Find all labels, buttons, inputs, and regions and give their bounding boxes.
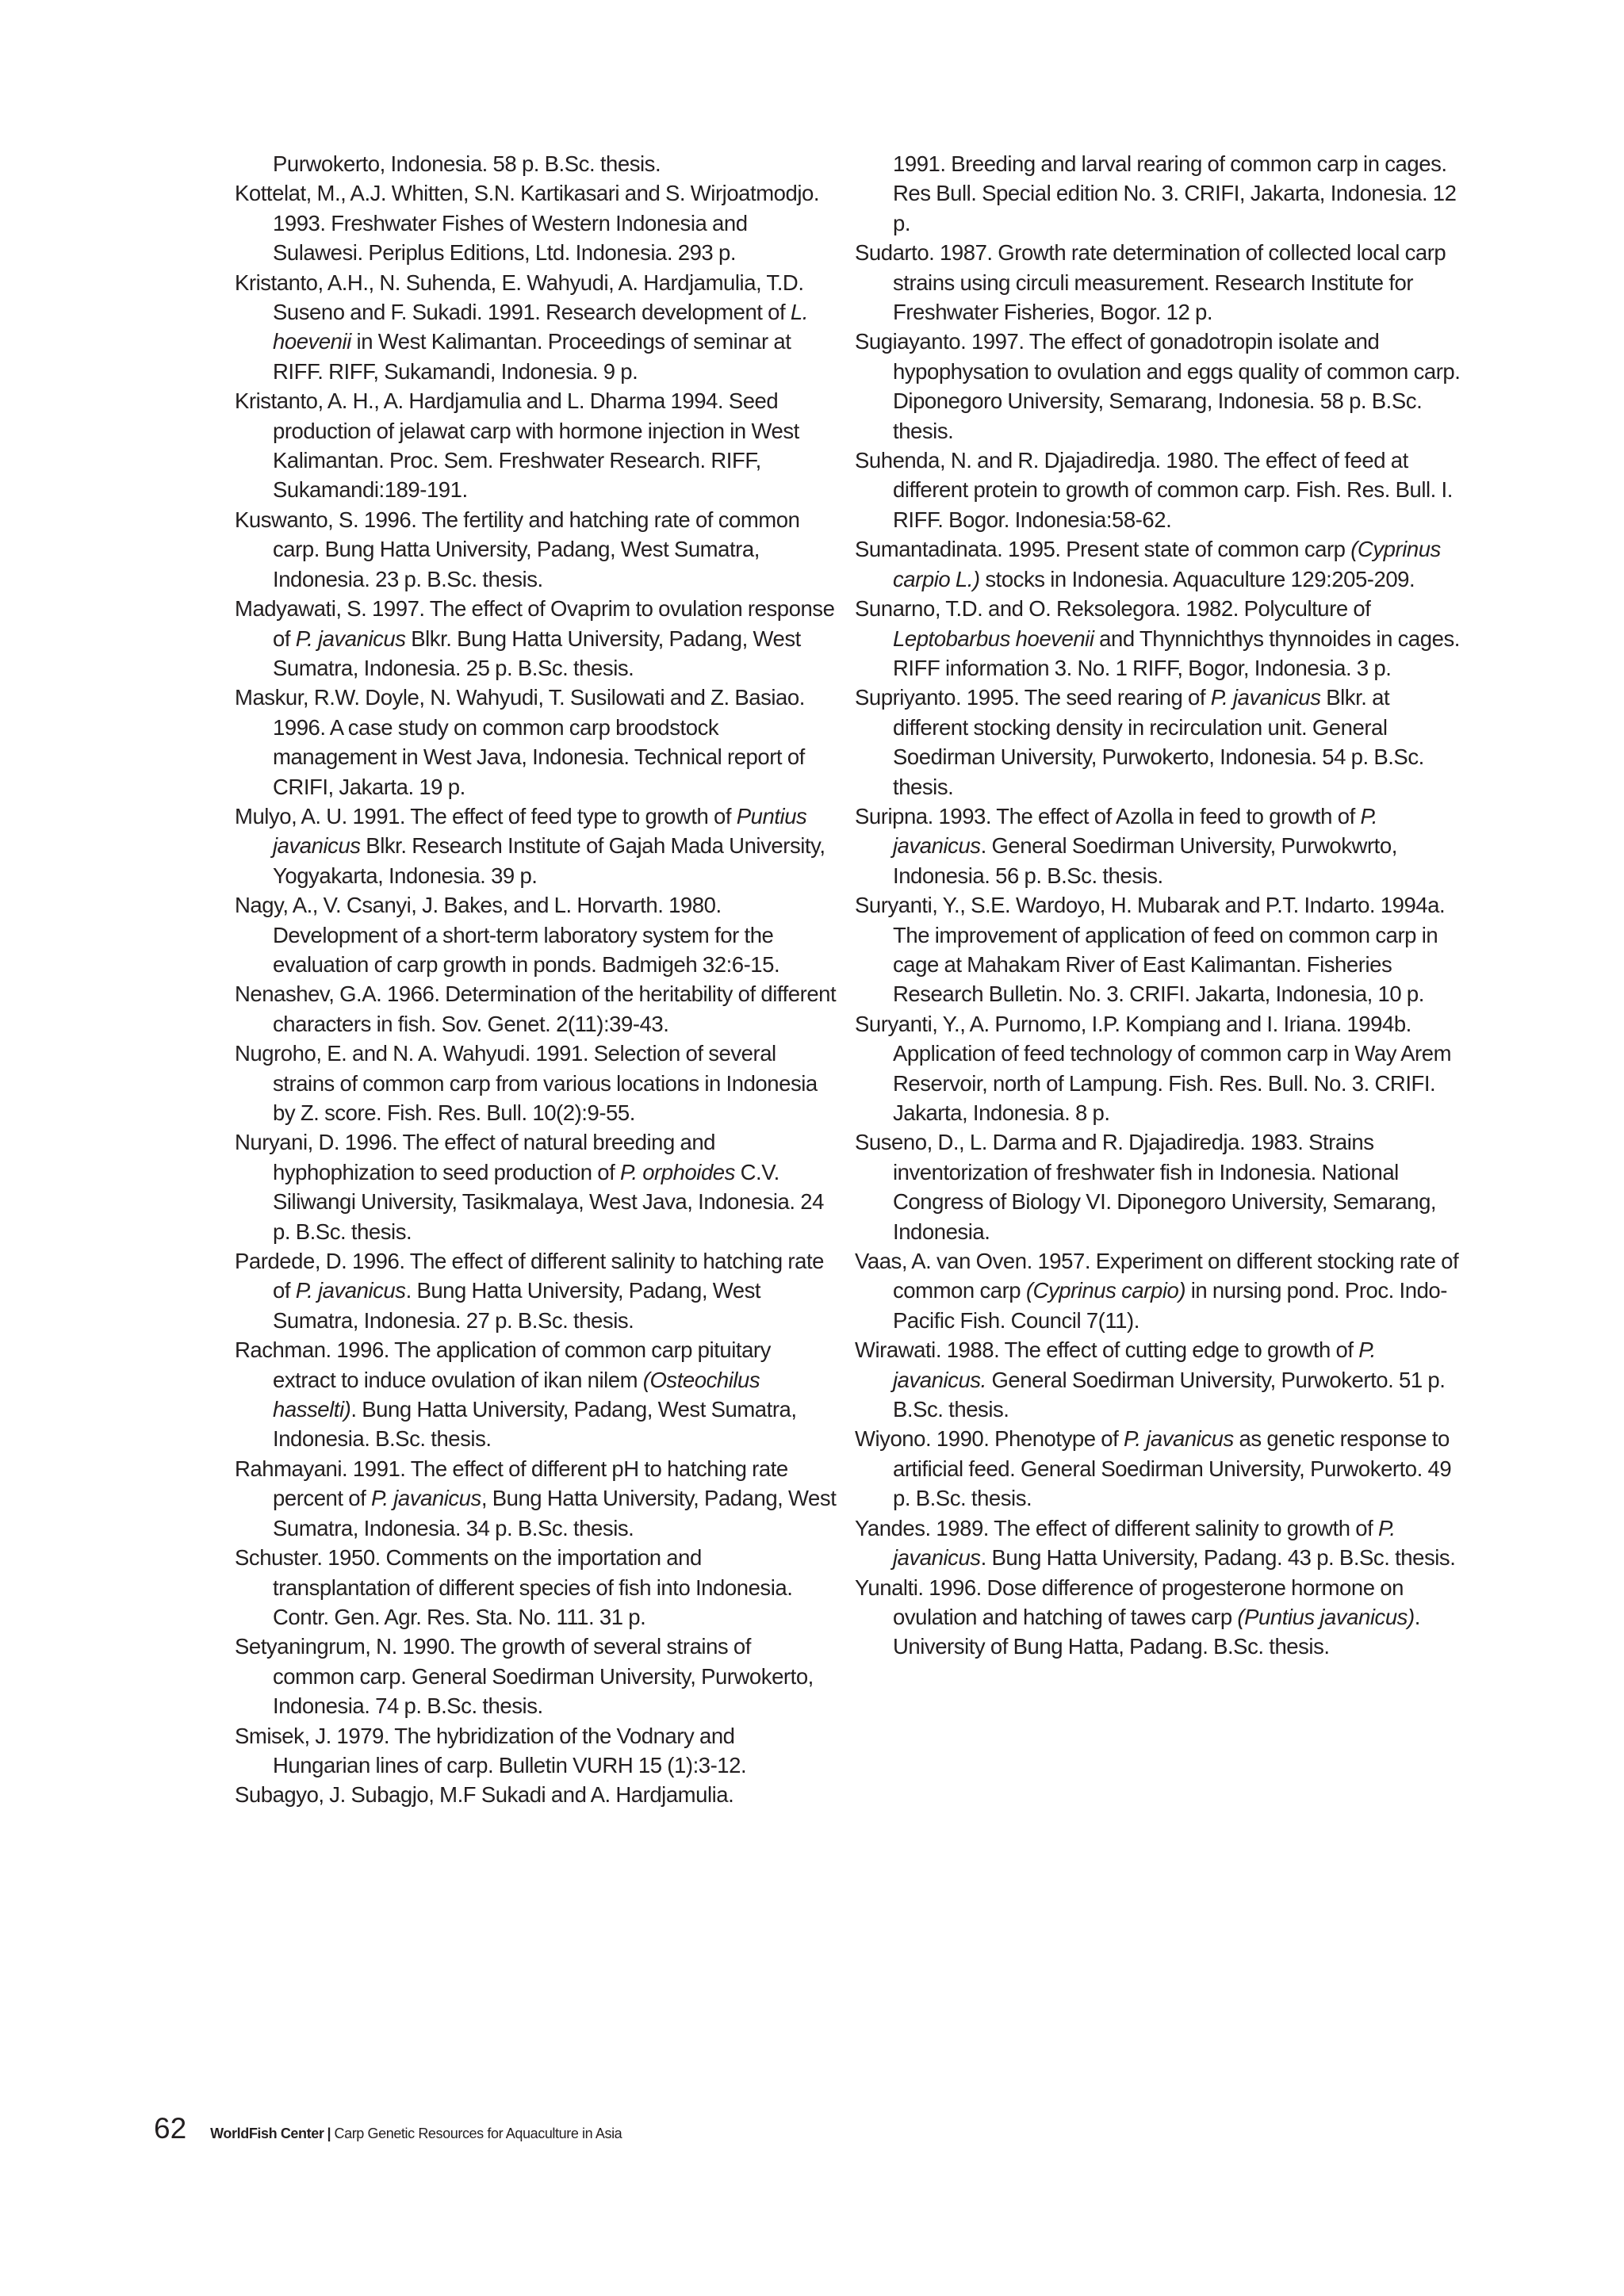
reference-text: C.V. Siliwangi University, Tasikmalaya, West Java, Indonesia. 24 p. B.Sc. thesis. (273, 1159, 824, 1244)
reference-text: Nugroho, E. and N. A. Wahyudi. 1991. Selection of several strains of common carp from various locations in Indonesia by Z. score. Fish. Res. Bull. 10(2):9-55. (235, 1041, 818, 1125)
italic-text: (Puntius javanicus) (1237, 1604, 1415, 1629)
reference-entry (855, 802, 1467, 890)
reference-text: Rahmayani. 1991. The effect of different pH to hatching rate percent of (235, 1456, 788, 1511)
reference-text: . Bung Hatta University, Padang. 43 p. B.Sc. thesis. (980, 1545, 1456, 1571)
reference-entry (855, 534, 1467, 594)
reference-text: Kristanto, A. H., A. Hardjamulia and L. Dharma 1994. Seed production of jelawat carp with hormone injection in West Kalimantan. Proc. Sem. Freshwater Research. RIFF, Sukamandi:189-191. (235, 388, 799, 503)
italic-text: (Cyprinus carpio) (1025, 1278, 1186, 1303)
reference-text: Sudarto. 1987. Growth rate determination of collected local carp strains using circuli measurement. Research Institute for Freshwater Fisheries, Bogor. 12 p. (855, 240, 1446, 325)
reference-entry (235, 979, 837, 1039)
reference-text: Yunalti. 1996. Dose difference of progesterone hormone on ovulation and hatching of tawes carp (855, 1575, 1404, 1629)
reference-text: General Soedirman University, Purwokerto. 51 p. B.Sc. thesis. (893, 1367, 1446, 1422)
italic-text: Leptobarbus hoevenii (893, 626, 1094, 651)
italic-text: P. javanicus (893, 1515, 1396, 1571)
reference-text: Nuryani, D. 1996. The effect of natural breeding and hyphophization to seed production of (235, 1130, 716, 1184)
reference-text: Sugiayanto. 1997. The effect of gonadotropin isolate and hypophysation to ovulation and eggs quality of common carp. Diponegoro University, Semarang, Indonesia. 58 p. B.Sc. thesis. (855, 329, 1461, 443)
reference-entry (235, 1632, 837, 1720)
reference-text: Suripna. 1993. The effect of Azolla in feed to growth of (855, 803, 1361, 828)
italic-text: P. javanicus (295, 626, 406, 651)
reference-entry (235, 1246, 837, 1335)
footer-organization: WorldFish Center (210, 2126, 324, 2141)
reference-text: Subagyo, J. Subagjo, M.F Sukadi and A. Hardjamulia. (235, 1782, 734, 1808)
reference-text: 1991. Breeding and larval rearing of common carp in cages. Res Bull. Special edition No. 3. CRIFI, Jakarta, Indonesia. 12 p. (893, 151, 1457, 235)
reference-entry (855, 1573, 1467, 1662)
italic-text: (Osteochilus hasselti) (273, 1367, 760, 1422)
footer-publication-title: Carp Genetic Resources for Aquaculture in Asia (334, 2126, 622, 2141)
reference-text: Mulyo, A. U. 1991. The effect of feed type to growth of (235, 803, 737, 828)
page-number: 62 (154, 2112, 187, 2145)
italic-text: P. javanicus (1210, 685, 1321, 710)
reference-text: Maskur, R.W. Doyle, N. Wahyudi, T. Susilowati and Z. Basiao. 1996. A case study on common carp broodstock management in West Java, Indonesia. Technical report of CRIFI, Jakarta. 19 p. (235, 685, 805, 799)
reference-entry (235, 1039, 837, 1127)
reference-text: Suryanti, Y., S.E. Wardoyo, H. Mubarak and P.T. Indarto. 1994a. The improvement of application of feed on common carp in cage at Mahakam River of East Kalimantan. Fisheries Research Bulletin. No. 3. CRIFI. Jakarta, Indonesia, 10 p. (855, 893, 1446, 1007)
reference-text: Kottelat, M., A.J. Whitten, S.N. Kartikasari and S. Wirjoatmodjo. 1993. Freshwater Fishes of Western Indonesia and Sulawesi. Periplus Editions, Ltd. Indonesia. 293 p. (235, 181, 820, 266)
italic-text: L. hoevenii (273, 300, 808, 354)
reference-entry (855, 1424, 1467, 1513)
reference-text: Smisek, J. 1979. The hybridization of the Vodnary and Hungarian lines of carp. Bulletin VURH 15 (1):3-12. (235, 1723, 747, 1777)
italic-text: P. javanicus (893, 803, 1377, 859)
reference-text: stocks in Indonesia. Aquaculture 129:205-209. (979, 566, 1415, 591)
reference-text: . Bung Hatta University, Padang, West Sumatra, Indonesia. 27 p. B.Sc. thesis. (273, 1278, 761, 1333)
reference-text: Setyaningrum, N. 1990. The growth of several strains of common carp. General Soedirman University, Purwokerto, Indonesia. 74 p. B.Sc. thesis. (235, 1634, 814, 1719)
reference-entry (235, 268, 837, 387)
reference-entry (855, 1009, 1467, 1128)
reference-entry (235, 1721, 837, 1781)
footer-separator: | (327, 2126, 331, 2141)
reference-text: Madyawati, S. 1997. The effect of Ovaprim to ovulation response of (235, 596, 835, 651)
reference-text: Blkr. at different stocking density in recirculation unit. General Soedirman University, Purwokerto, Indonesia. 54 p. B.Sc. thesis. (893, 685, 1424, 799)
reference-text: Rachman. 1996. The application of common carp pituitary extract to induce ovulation of ikan nilem (235, 1337, 771, 1392)
reference-entry (235, 802, 837, 890)
italic-text: P. javanicus. (893, 1337, 1376, 1392)
reference-text: Suryanti, Y., A. Purnomo, I.P. Kompiang and I. Iriana. 1994b. Application of feed technology of common carp in Way Arem Reservoir, north of Lampung. Fish. Res. Bull. No. 3. CRIFI. Jakarta, Indonesia. 8 p. (855, 1011, 1452, 1125)
reference-entry (235, 1454, 837, 1543)
reference-entry (855, 1127, 1467, 1246)
italic-text: P. javanicus (1124, 1426, 1234, 1452)
reference-text: . University of Bung Hatta, Padang. B.Sc. thesis. (893, 1604, 1420, 1659)
reference-entry (855, 446, 1467, 534)
reference-entry (235, 386, 837, 505)
reference-text: Pardede, D. 1996. The effect of different salinity to hatching rate of (235, 1249, 824, 1303)
italic-text: P. javanicus (371, 1486, 481, 1511)
reference-entry (235, 178, 837, 267)
italic-text: (Cyprinus carpio L.) (893, 537, 1441, 591)
reference-text: Yandes. 1989. The effect of different salinity to growth of (855, 1515, 1379, 1540)
reference-text: Wiyono. 1990. Phenotype of (855, 1426, 1124, 1452)
reference-text: Schuster. 1950. Comments on the importation and transplantation of different species of fish into Indonesia. Contr. Gen. Agr. Res. Sta. No. 111. 31 p. (235, 1545, 793, 1629)
reference-text: . General Soedirman University, Purwokwrto, Indonesia. 56 p. B.Sc. thesis. (893, 833, 1397, 888)
reference-entry (855, 1513, 1467, 1573)
reference-entry (855, 238, 1467, 327)
reference-entry (235, 505, 837, 594)
reference-entry (235, 594, 837, 683)
italic-text: Puntius javanicus (273, 803, 807, 859)
reference-entry (235, 1780, 837, 1809)
reference-entry (855, 327, 1467, 446)
reference-text: Nenashev, G.A. 1966. Determination of the heritability of different characters in fish. Sov. Genet. 2(11):39-43. (235, 982, 837, 1036)
reference-text: , Bung Hatta University, Padang, West Sumatra, Indonesia. 34 p. B.Sc. thesis. (273, 1486, 837, 1540)
reference-text: Vaas, A. van Oven. 1957. Experiment on different stocking rate of common carp (855, 1249, 1459, 1303)
reference-text: Blkr. Research Institute of Gajah Mada University, Yogyakarta, Indonesia. 39 p. (273, 833, 825, 888)
reference-text: Suseno, D., L. Darma and R. Djajadiredja. 1983. Strains inventorization of freshwater fish in Indonesia. National Congress of Biology VI. Diponegoro University, Semarang, Indonesia. (855, 1130, 1437, 1244)
reference-entry (855, 890, 1467, 1009)
reference-text: . Bung Hatta University, Padang, West Sumatra, Indonesia. B.Sc. thesis. (273, 1397, 797, 1452)
reference-column-left (235, 149, 837, 1810)
reference-text: Kuswanto, S. 1996. The fertility and hatching rate of common carp. Bung Hatta University, Padang, West Sumatra, Indonesia. 23 p. B.Sc. thesis. (235, 507, 800, 591)
reference-text: as genetic response to artificial feed. General Soedirman University, Purwokerto. 49 p. B.Sc. thesis. (893, 1426, 1452, 1511)
reference-entry (235, 1543, 837, 1632)
italic-text: P. orphoides (619, 1159, 735, 1184)
reference-entry (235, 1335, 837, 1454)
reference-text: Kristanto, A.H., N. Suhenda, E. Wahyudi, A. Hardjamulia, T.D. Suseno and F. Sukadi. 1991. Research development of (235, 270, 804, 325)
reference-entry (855, 1246, 1467, 1335)
reference-entry (235, 1127, 837, 1246)
reference-entry (855, 1335, 1467, 1424)
reference-text: Wirawati. 1988. The effect of cutting edge to growth of (855, 1337, 1359, 1363)
reference-entry-continued (855, 149, 1467, 238)
reference-text: in nursing pond. Proc. Indo-Pacific Fish. Council 7(11). (893, 1278, 1447, 1333)
reference-text: Purwokerto, Indonesia. 58 p. B.Sc. thesis. (273, 151, 661, 176)
reference-text: Blkr. Bung Hatta University, Padang, West Sumatra, Indonesia. 25 p. B.Sc. thesis. (273, 626, 801, 680)
reference-text: Sumantadinata. 1995. Present state of common carp (855, 537, 1351, 562)
reference-text: and Thynnichthys thynnoides in cages. RIFF information 3. No. 1 RIFF, Bogor, Indonesia. 3 p. (893, 626, 1460, 680)
reference-text: in West Kalimantan. Proceedings of seminar at RIFF. RIFF, Sukamandi, Indonesia. 9 p. (273, 329, 791, 384)
reference-text: Sunarno, T.D. and O. Reksolegora. 1982. Polyculture of (855, 596, 1371, 622)
reference-column-right (855, 149, 1467, 1662)
italic-text: P. javanicus (295, 1278, 406, 1303)
reference-text: Suhenda, N. and R. Djajadiredja. 1980. The effect of feed at different protein to growth of common carp. Fish. Res. Bull. I. RIFF. Bogor. Indonesia:58-62. (855, 448, 1453, 532)
reference-entry-continued (235, 149, 837, 178)
page-footer (154, 2112, 622, 2150)
reference-entry (235, 683, 837, 802)
reference-entry (855, 683, 1467, 802)
reference-text: Supriyanto. 1995. The seed rearing of (855, 685, 1211, 710)
reference-text: Nagy, A., V. Csanyi, J. Bakes, and L. Horvarth. 1980. Development of a short-term laboratory system for the evaluation of carp growth in ponds. Badmigeh 32:6-15. (235, 893, 780, 977)
reference-entry (855, 594, 1467, 683)
reference-entry (235, 890, 837, 979)
